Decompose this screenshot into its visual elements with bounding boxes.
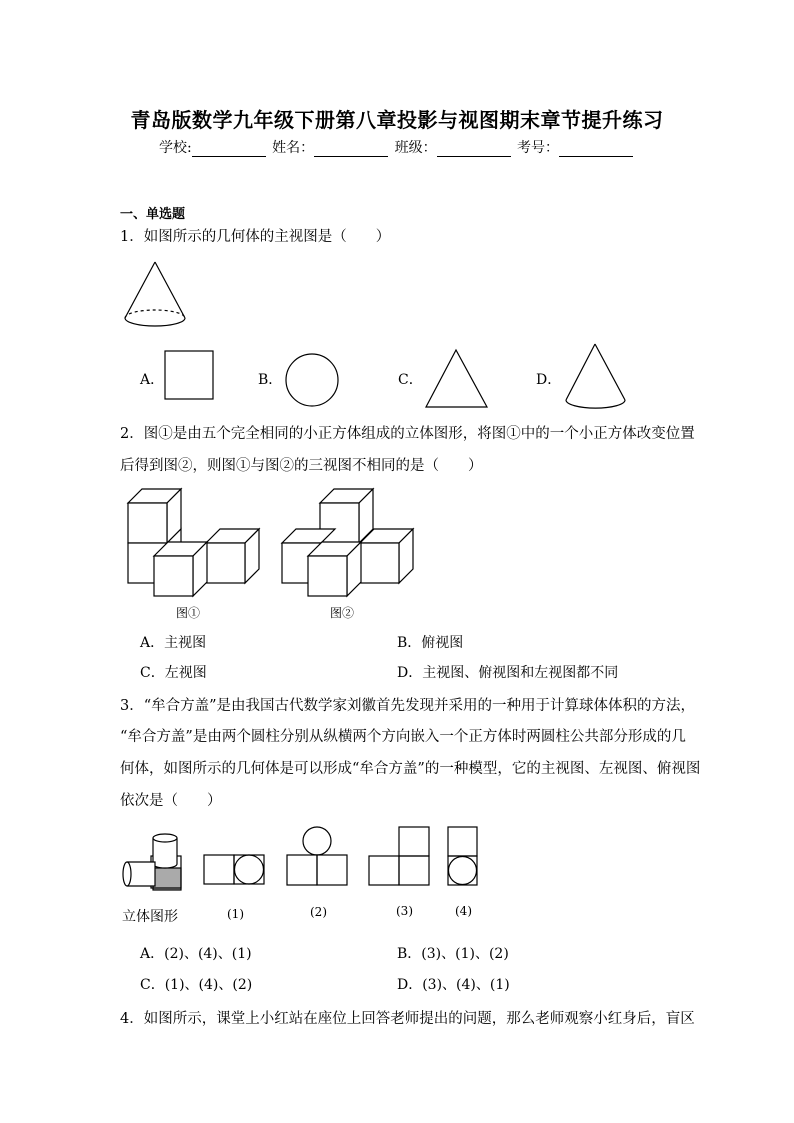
- q1-cone-figure: [120, 258, 190, 333]
- q1-option-c-label[interactable]: C．: [398, 372, 423, 388]
- q3-view-3-caption: (3): [396, 904, 413, 918]
- q1-option-b-circle[interactable]: [284, 352, 340, 408]
- q3-view-1-caption: (1): [227, 907, 244, 921]
- q3-stem-line3: 何体，如图所示的几何体是可以形成“牟合方盖”的一种模型，它的主视图、左视图、俯视图: [120, 761, 701, 777]
- school-blank[interactable]: [192, 142, 266, 157]
- q3-solid-caption: 立体图形: [122, 909, 178, 925]
- q3-view-3: [368, 826, 430, 888]
- q2-stem-line1: 2．图①是由五个完全相同的小正方体组成的立体图形，将图①中的一个小正方体改变位置: [120, 426, 695, 442]
- q1-stem: 1．如图所示的几何体的主视图是（ ）: [120, 229, 391, 245]
- class-label: 班级：: [394, 140, 437, 156]
- q3-view-4: [447, 826, 479, 888]
- q1-option-c-triangle[interactable]: [424, 348, 490, 410]
- exam-no-label: 考号：: [517, 140, 560, 156]
- q3-option-a[interactable]: A．(2)、(4)、(1): [140, 946, 252, 962]
- q3-stem-line4: 依次是（ ）: [120, 793, 222, 809]
- q3-option-c[interactable]: C．(1)、(4)、(2): [140, 977, 253, 993]
- q3-view-2: [286, 826, 348, 888]
- q3-view-2-caption: (2): [310, 905, 327, 919]
- q2-figure-1-caption: 图①: [176, 606, 201, 620]
- q1-option-b-label[interactable]: B．: [258, 372, 283, 388]
- q2-figure-2-cubes: [282, 489, 422, 589]
- page-title: 青岛版数学九年级下册第八章投影与视图期末章节提升练习: [130, 108, 664, 132]
- name-blank[interactable]: [314, 142, 388, 157]
- class-blank[interactable]: [437, 142, 511, 157]
- q2-stem-line2: 后得到图②，则图①与图②的三视图不相同的是（ ）: [120, 458, 483, 474]
- exam-no-blank[interactable]: [559, 142, 633, 157]
- q3-stem-line2: “牟合方盖”是由两个圆柱分别从纵横两个方向嵌入一个正方体时两圆柱公共部分形成的几: [120, 729, 686, 745]
- q3-option-b[interactable]: B．(3)、(1)、(2): [397, 946, 509, 962]
- q3-solid-figure: [121, 830, 183, 892]
- q1-option-d-cone[interactable]: [563, 342, 629, 412]
- name-label: 姓名：: [272, 140, 315, 156]
- q1-option-a-label[interactable]: A．: [140, 372, 165, 388]
- q2-option-b[interactable]: B．俯视图: [397, 635, 464, 651]
- q2-option-d[interactable]: D．主视图、俯视图和左视图都不同: [397, 665, 619, 681]
- q2-figure-2-caption: 图②: [330, 606, 355, 620]
- q1-option-a-square[interactable]: [164, 350, 214, 400]
- q3-stem-line1: 3．“牟合方盖”是由我国古代数学家刘徽首先发现并采用的一种用于计算球体体积的方法，: [120, 698, 696, 714]
- q2-option-a[interactable]: A．主视图: [140, 635, 207, 651]
- q3-option-d[interactable]: D．(3)、(4)、(1): [397, 977, 510, 993]
- q4-stem-line1: 4．如图所示，课堂上小红站在座位上回答老师提出的问题，那么老师观察小红身后，盲区: [120, 1011, 695, 1027]
- q2-figure-1-cubes: [128, 489, 268, 589]
- q2-option-c[interactable]: C．左视图: [140, 665, 207, 681]
- q3-view-4-caption: (4): [455, 904, 472, 918]
- student-info-line: [0, 137, 794, 157]
- school-label: 学校:: [158, 140, 192, 156]
- section-heading: 一、单选题: [120, 207, 186, 222]
- q1-option-d-label[interactable]: D．: [536, 372, 562, 388]
- q3-view-1: [203, 854, 265, 886]
